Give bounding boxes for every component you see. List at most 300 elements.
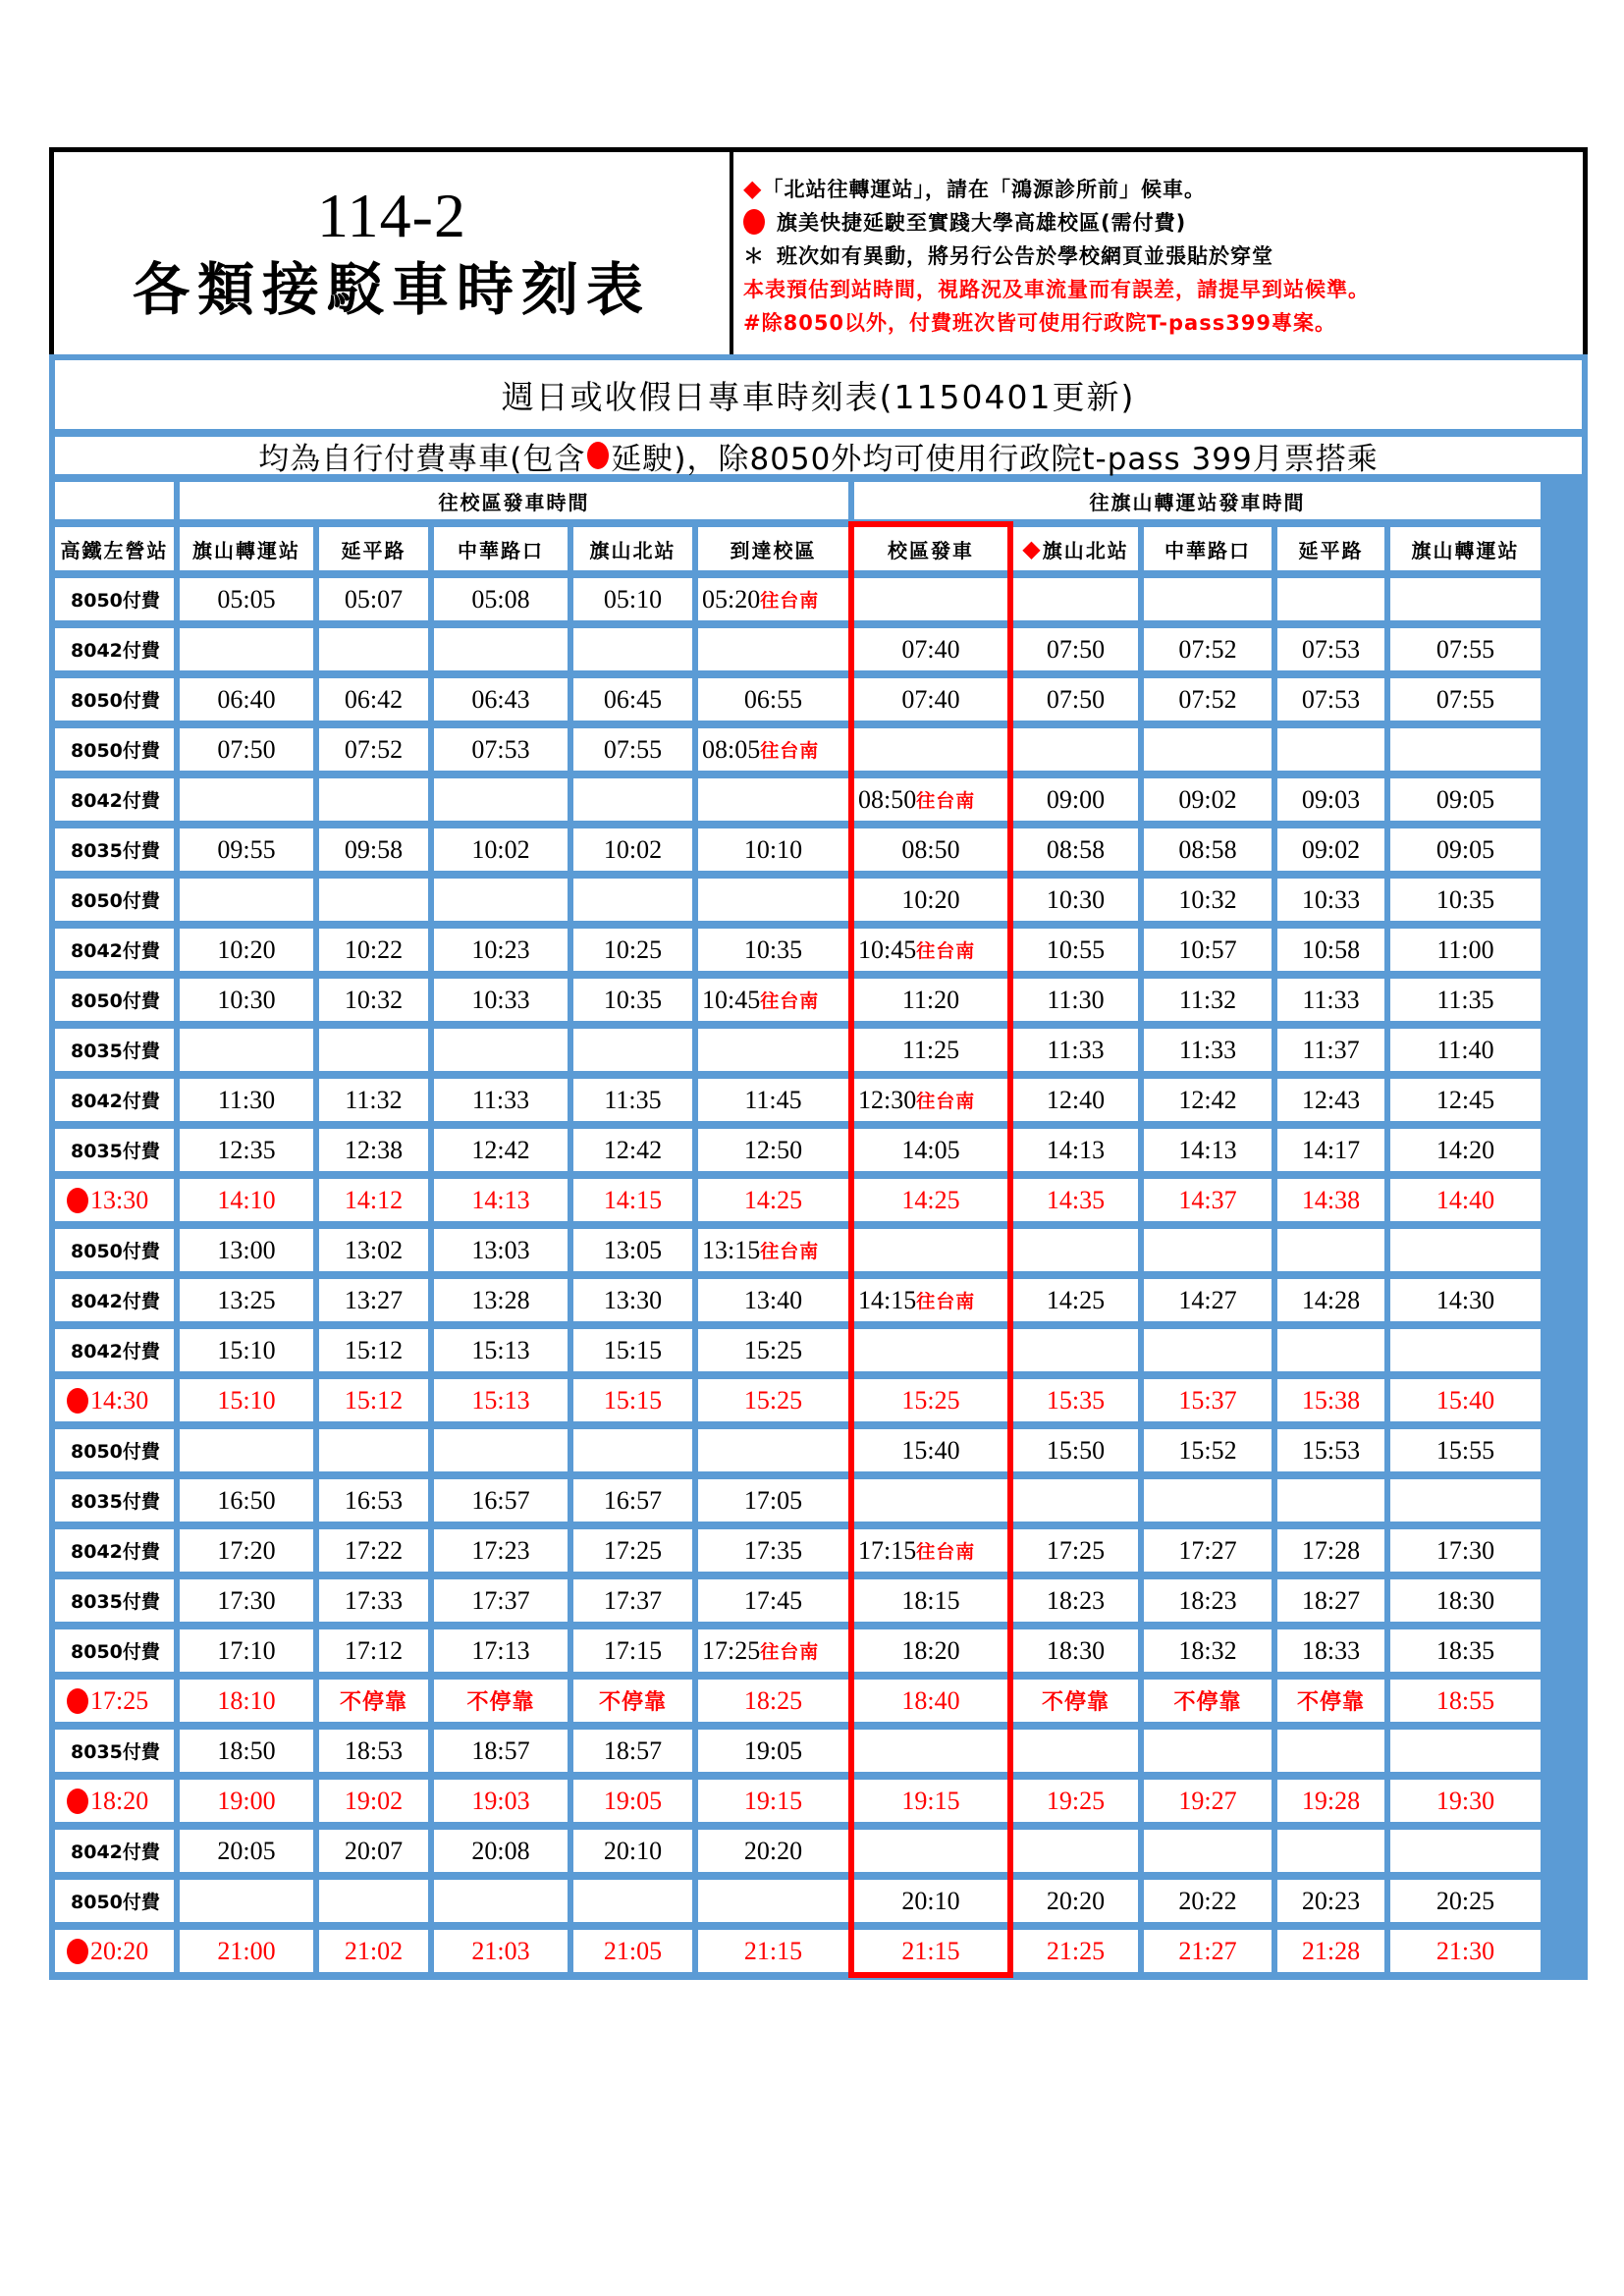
time-cell: 07:40 [854, 678, 1007, 721]
time-cell: 18:10 [180, 1680, 313, 1722]
time-cell: 05:20 往台南 [698, 578, 848, 620]
time-cell: 10:30 [1013, 879, 1138, 921]
route-label: 8035付費 [55, 1029, 174, 1071]
route-label: 8050付費 [55, 678, 174, 721]
time-cell: 21:05 [573, 1930, 692, 1972]
time-cell: 13:28 [434, 1279, 568, 1321]
route-label: 8050付費 [55, 879, 174, 921]
time-cell: 07:52 [319, 728, 428, 771]
time-cell [1277, 1680, 1384, 1722]
time-cell [573, 628, 692, 670]
time-cell: 17:35 [698, 1529, 848, 1572]
route-label: 8042付費 [55, 1079, 174, 1121]
time-cell [854, 1730, 1007, 1772]
route-label: 8050付費 [55, 1429, 174, 1471]
route-label: 14:30 [55, 1379, 174, 1421]
no-stop-tag: 不停靠 [466, 1690, 535, 1715]
time-cell: 18:35 [1390, 1629, 1541, 1672]
time-cell: 13:30 [573, 1279, 692, 1321]
time-cell [319, 879, 428, 921]
note-estimate: 本表預估到站時間，視路況及車流量而有誤差，請提早到站候準。 [743, 278, 1370, 301]
time-cell: 13:15 往台南 [698, 1229, 848, 1271]
time-cell: 06:45 [573, 678, 692, 721]
time-cell: 17:25 [573, 1529, 692, 1572]
time-cell [319, 1029, 428, 1071]
time-cell: 15:15 [573, 1329, 692, 1371]
time-cell: 09:00 [1013, 778, 1138, 821]
to-tainan-tag: 往台南 [760, 1641, 820, 1663]
time-cell: 18:23 [1144, 1579, 1272, 1622]
red-dot-icon [587, 442, 609, 469]
time-cell: 10:45 往台南 [854, 929, 1007, 971]
route-label: 8042付費 [55, 1329, 174, 1371]
time-cell: 14:20 [1390, 1129, 1541, 1171]
time-cell [573, 1880, 692, 1922]
time-cell: 17:05 [698, 1479, 848, 1522]
time-cell: 10:33 [1277, 879, 1384, 921]
time-cell: 08:50 [854, 828, 1007, 871]
route-label: 8042付費 [55, 628, 174, 670]
column-header: 中華路口 [1144, 527, 1272, 570]
time-cell: 17:22 [319, 1529, 428, 1572]
route-label: 8050付費 [55, 578, 174, 620]
red-dot-icon [67, 1789, 88, 1814]
time-cell: 18:27 [1277, 1579, 1384, 1622]
time-cell: 14:30 [1390, 1279, 1541, 1321]
time-cell [698, 628, 848, 670]
time-cell [319, 1880, 428, 1922]
time-cell: 15:12 [319, 1329, 428, 1371]
time-cell: 12:30 往台南 [854, 1079, 1007, 1121]
time-cell [1390, 1229, 1541, 1271]
note-north-station: ◆「北站往轉運站」，請在「鴻源診所前」候車。 [743, 175, 1206, 202]
time-cell: 11:33 [434, 1079, 568, 1121]
time-cell: 15:25 [854, 1379, 1007, 1421]
time-cell [573, 1429, 692, 1471]
time-cell [573, 778, 692, 821]
to-tainan-tag: 往台南 [760, 740, 820, 762]
route-label: 8050付費 [55, 1880, 174, 1922]
time-cell: 15:35 [1013, 1379, 1138, 1421]
route-label: 8042付費 [55, 1830, 174, 1872]
time-cell: 13:05 [573, 1229, 692, 1271]
timetable [49, 354, 1588, 1980]
time-cell: 14:13 [1144, 1129, 1272, 1171]
time-cell: 17:33 [319, 1579, 428, 1622]
time-cell: 13:03 [434, 1229, 568, 1271]
time-cell: 15:12 [319, 1379, 428, 1421]
time-cell [698, 778, 848, 821]
time-cell: 09:55 [180, 828, 313, 871]
time-cell [698, 1029, 848, 1071]
column-header: 旗山北站 [573, 527, 692, 570]
time-cell [1013, 1479, 1138, 1522]
time-cell: 20:20 [1013, 1880, 1138, 1922]
time-cell [1277, 1479, 1384, 1522]
time-cell [1277, 1329, 1384, 1371]
time-cell [180, 879, 313, 921]
time-cell: 21:00 [180, 1930, 313, 1972]
time-cell: 20:08 [434, 1830, 568, 1872]
time-cell: 21:27 [1144, 1930, 1272, 1972]
time-cell: 20:10 [573, 1830, 692, 1872]
time-cell: 21:25 [1013, 1930, 1138, 1972]
time-cell [434, 1680, 568, 1722]
time-cell: 13:02 [319, 1229, 428, 1271]
time-cell: 12:35 [180, 1129, 313, 1171]
time-cell: 20:07 [319, 1830, 428, 1872]
time-cell: 18:30 [1390, 1579, 1541, 1622]
time-cell [1277, 1830, 1384, 1872]
time-cell [1144, 1329, 1272, 1371]
time-cell [854, 1830, 1007, 1872]
time-cell: 15:50 [1013, 1429, 1138, 1471]
column-header: 中華路口 [434, 527, 568, 570]
time-cell: 18:40 [854, 1680, 1007, 1722]
time-cell: 17:12 [319, 1629, 428, 1672]
no-stop-tag: 不停靠 [1296, 1690, 1365, 1715]
time-cell: 13:27 [319, 1279, 428, 1321]
time-cell: 19:03 [434, 1780, 568, 1822]
time-cell: 17:45 [698, 1579, 848, 1622]
time-cell: 20:23 [1277, 1880, 1384, 1922]
time-cell [698, 1880, 848, 1922]
column-header: 校區發車 [854, 527, 1007, 570]
route-label: 8042付費 [55, 929, 174, 971]
time-cell: 15:13 [434, 1329, 568, 1371]
timetable-page [49, 147, 1588, 1980]
time-cell: 17:37 [434, 1579, 568, 1622]
time-cell [1277, 728, 1384, 771]
time-cell [573, 879, 692, 921]
no-stop-tag: 不停靠 [598, 1690, 667, 1715]
time-cell: 18:57 [434, 1730, 568, 1772]
time-cell: 11:35 [573, 1079, 692, 1121]
time-cell [573, 1029, 692, 1071]
time-cell: 14:38 [1277, 1179, 1384, 1221]
route-label: 8042付費 [55, 778, 174, 821]
time-cell: 19:15 [698, 1780, 848, 1822]
time-cell: 12:45 [1390, 1079, 1541, 1121]
time-cell: 17:25 往台南 [698, 1629, 848, 1672]
time-cell [1144, 1680, 1272, 1722]
time-cell: 09:58 [319, 828, 428, 871]
time-cell: 11:37 [1277, 1029, 1384, 1071]
time-cell: 19:02 [319, 1780, 428, 1822]
table-title: 週日或收假日專車時刻表(1150401更新) [55, 360, 1582, 429]
time-cell: 17:20 [180, 1529, 313, 1572]
to-tainan-tag: 往台南 [916, 1291, 976, 1312]
time-cell: 13:00 [180, 1229, 313, 1271]
time-cell: 07:55 [1390, 678, 1541, 721]
time-cell: 08:05 往台南 [698, 728, 848, 771]
time-cell: 17:37 [573, 1579, 692, 1622]
time-cell [698, 1429, 848, 1471]
time-cell: 12:38 [319, 1129, 428, 1171]
time-cell: 14:25 [1013, 1279, 1138, 1321]
time-cell [1390, 728, 1541, 771]
time-cell: 15:38 [1277, 1379, 1384, 1421]
column-header: 旗山轉運站 [1390, 527, 1541, 570]
time-cell: 12:42 [573, 1129, 692, 1171]
time-cell: 11:33 [1277, 979, 1384, 1021]
column-header: 到達校區 [698, 527, 848, 570]
time-cell: 09:05 [1390, 778, 1541, 821]
time-cell [180, 1880, 313, 1922]
time-cell: 05:05 [180, 578, 313, 620]
column-header: 延平路 [319, 527, 428, 570]
time-cell: 14:25 [854, 1179, 1007, 1221]
no-stop-tag: 不停靠 [1041, 1690, 1110, 1715]
time-cell: 10:30 [180, 979, 313, 1021]
time-cell: 07:53 [434, 728, 568, 771]
time-cell: 08:50 往台南 [854, 778, 1007, 821]
time-cell: 19:00 [180, 1780, 313, 1822]
schedule-grid [55, 482, 1582, 1972]
time-cell: 05:07 [319, 578, 428, 620]
to-tainan-tag: 往台南 [760, 1241, 820, 1262]
time-cell: 19:05 [698, 1730, 848, 1772]
time-cell [854, 728, 1007, 771]
time-cell: 10:35 [1390, 879, 1541, 921]
time-cell: 12:42 [1144, 1079, 1272, 1121]
to-tainan-tag: 往台南 [916, 1541, 976, 1563]
time-cell: 18:50 [180, 1730, 313, 1772]
time-cell: 06:42 [319, 678, 428, 721]
red-dot-icon [743, 209, 765, 235]
time-cell [1013, 1229, 1138, 1271]
time-cell: 17:10 [180, 1629, 313, 1672]
route-label: 8050付費 [55, 1229, 174, 1271]
route-label: 17:25 [55, 1680, 174, 1722]
to-tainan-tag: 往台南 [760, 990, 820, 1012]
to-tainan-tag: 往台南 [916, 790, 976, 812]
time-cell: 21:28 [1277, 1930, 1384, 1972]
time-cell: 16:53 [319, 1479, 428, 1522]
time-cell [1013, 1830, 1138, 1872]
time-cell: 10:25 [573, 929, 692, 971]
time-cell: 19:28 [1277, 1780, 1384, 1822]
column-header: 旗山轉運站 [180, 527, 313, 570]
section-header-to-qishan: 往旗山轉運站發車時間 [854, 482, 1541, 519]
time-cell [1277, 1229, 1384, 1271]
note-schedule-change: ＊ 班次如有異動，將另行公告於學校網頁並張貼於穿堂 [743, 244, 1273, 268]
time-cell: 17:15 往台南 [854, 1529, 1007, 1572]
time-cell [854, 1329, 1007, 1371]
time-cell: 08:58 [1013, 828, 1138, 871]
time-cell: 18:32 [1144, 1629, 1272, 1672]
route-label: 8035付費 [55, 1129, 174, 1171]
route-label: 8035付費 [55, 1479, 174, 1522]
time-cell [1390, 1730, 1541, 1772]
time-cell: 18:55 [1390, 1680, 1541, 1722]
time-cell: 07:53 [1277, 628, 1384, 670]
time-cell [854, 1479, 1007, 1522]
time-cell: 10:02 [573, 828, 692, 871]
section-header-blank [55, 482, 174, 519]
time-cell: 17:30 [180, 1579, 313, 1622]
route-label: 8042付費 [55, 1279, 174, 1321]
time-cell: 19:25 [1013, 1780, 1138, 1822]
route-label: 8050付費 [55, 728, 174, 771]
time-cell: 14:40 [1390, 1179, 1541, 1221]
time-cell [1144, 1229, 1272, 1271]
time-cell: 07:55 [573, 728, 692, 771]
time-cell [434, 879, 568, 921]
time-cell [180, 1029, 313, 1071]
time-cell: 14:37 [1144, 1179, 1272, 1221]
time-cell: 14:17 [1277, 1129, 1384, 1171]
semester-code: 114-2 [317, 180, 466, 250]
time-cell [1390, 1830, 1541, 1872]
time-cell: 11:30 [1013, 979, 1138, 1021]
time-cell: 17:23 [434, 1529, 568, 1572]
time-cell: 19:15 [854, 1780, 1007, 1822]
time-cell: 17:30 [1390, 1529, 1541, 1572]
time-cell: 11:00 [1390, 929, 1541, 971]
time-cell [1144, 1830, 1272, 1872]
time-cell: 07:40 [854, 628, 1007, 670]
time-cell: 14:28 [1277, 1279, 1384, 1321]
time-cell: 18:57 [573, 1730, 692, 1772]
time-cell: 21:15 [854, 1930, 1007, 1972]
time-cell: 14:13 [1013, 1129, 1138, 1171]
time-cell: 08:58 [1144, 828, 1272, 871]
time-cell: 12:40 [1013, 1079, 1138, 1121]
time-cell: 07:50 [180, 728, 313, 771]
time-cell: 11:45 [698, 1079, 848, 1121]
to-tainan-tag: 往台南 [916, 940, 976, 962]
header-title-box [54, 152, 733, 354]
to-tainan-tag: 往台南 [916, 1091, 976, 1112]
time-cell: 10:23 [434, 929, 568, 971]
time-cell: 10:58 [1277, 929, 1384, 971]
column-header: 高鐵左營站 [55, 527, 174, 570]
to-tainan-tag: 往台南 [760, 590, 820, 612]
time-cell [434, 1029, 568, 1071]
time-cell: 14:13 [434, 1179, 568, 1221]
time-cell: 10:32 [1144, 879, 1272, 921]
red-diamond-icon: ◆ [1022, 535, 1043, 562]
time-cell: 15:55 [1390, 1429, 1541, 1471]
red-dot-icon [67, 1388, 88, 1414]
time-cell [180, 778, 313, 821]
time-cell: 06:55 [698, 678, 848, 721]
time-cell: 11:35 [1390, 979, 1541, 1021]
table-subtitle: 均為自行付費專車(包含 延駛)，除8050外均可使用行政院t-pass 399月票搭乘 [55, 437, 1582, 474]
time-cell: 15:13 [434, 1379, 568, 1421]
time-cell: 15:40 [854, 1429, 1007, 1471]
time-cell: 17:27 [1144, 1529, 1272, 1572]
route-label: 8035付費 [55, 1579, 174, 1622]
time-cell [1390, 1329, 1541, 1371]
red-dot-icon [67, 1188, 88, 1213]
time-cell [1390, 578, 1541, 620]
time-cell: 17:25 [1013, 1529, 1138, 1572]
red-dot-icon [67, 1939, 88, 1964]
time-cell: 10:02 [434, 828, 568, 871]
time-cell: 15:15 [573, 1379, 692, 1421]
route-label: 8042付費 [55, 1529, 174, 1572]
time-cell [319, 778, 428, 821]
route-label: 13:30 [55, 1179, 174, 1221]
asterisk-icon: ＊ [743, 244, 765, 268]
time-cell: 18:15 [854, 1579, 1007, 1622]
time-cell: 11:20 [854, 979, 1007, 1021]
time-cell: 12:42 [434, 1129, 568, 1171]
time-cell: 11:25 [854, 1029, 1007, 1071]
time-cell: 10:45 往台南 [698, 979, 848, 1021]
time-cell [1013, 1329, 1138, 1371]
time-cell [1013, 1680, 1138, 1722]
time-cell [1144, 1730, 1272, 1772]
time-cell: 17:28 [1277, 1529, 1384, 1572]
time-cell: 10:20 [180, 929, 313, 971]
note-extension: 旗美快捷延駛至實踐大學高雄校區(需付費) [743, 206, 1583, 240]
time-cell: 07:52 [1144, 678, 1272, 721]
time-cell [319, 1680, 428, 1722]
time-cell: 17:13 [434, 1629, 568, 1672]
route-label: 8050付費 [55, 1629, 174, 1672]
time-cell [854, 1229, 1007, 1271]
time-cell: 10:22 [319, 929, 428, 971]
time-cell [698, 879, 848, 921]
time-cell: 18:30 [1013, 1629, 1138, 1672]
time-cell: 20:25 [1390, 1880, 1541, 1922]
time-cell: 14:35 [1013, 1179, 1138, 1221]
time-cell: 09:05 [1390, 828, 1541, 871]
time-cell: 15:25 [698, 1329, 848, 1371]
route-label: 18:20 [55, 1780, 174, 1822]
time-cell: 18:23 [1013, 1579, 1138, 1622]
route-label: 20:20 [55, 1930, 174, 1972]
page-title: 各類接駁車時刻表 [132, 255, 651, 323]
note-tpass: #除8050以外，付費班次皆可使用行政院T-pass399專案。 [743, 311, 1337, 335]
time-cell: 10:10 [698, 828, 848, 871]
time-cell: 14:12 [319, 1179, 428, 1221]
time-cell: 12:43 [1277, 1079, 1384, 1121]
time-cell [319, 1429, 428, 1471]
time-cell: 07:53 [1277, 678, 1384, 721]
time-cell: 21:30 [1390, 1930, 1541, 1972]
time-cell: 15:25 [698, 1379, 848, 1421]
red-diamond-icon: ◆ [743, 175, 763, 202]
time-cell: 14:10 [180, 1179, 313, 1221]
time-cell [319, 628, 428, 670]
time-cell [1013, 728, 1138, 771]
time-cell: 10:32 [319, 979, 428, 1021]
route-label: 8035付費 [55, 1730, 174, 1772]
time-cell: 07:52 [1144, 628, 1272, 670]
time-cell [1144, 728, 1272, 771]
time-cell: 15:53 [1277, 1429, 1384, 1471]
notes-box [733, 152, 1583, 354]
time-cell: 19:05 [573, 1780, 692, 1822]
time-cell: 20:05 [180, 1830, 313, 1872]
section-header-to-campus: 往校區發車時間 [180, 482, 848, 519]
time-cell: 13:40 [698, 1279, 848, 1321]
time-cell: 09:03 [1277, 778, 1384, 821]
time-cell [434, 628, 568, 670]
no-stop-tag: 不停靠 [339, 1690, 407, 1715]
time-cell: 15:52 [1144, 1429, 1272, 1471]
time-cell: 10:35 [573, 979, 692, 1021]
time-cell: 15:37 [1144, 1379, 1272, 1421]
time-cell: 20:22 [1144, 1880, 1272, 1922]
time-cell: 15:10 [180, 1329, 313, 1371]
time-cell [1277, 1730, 1384, 1772]
time-cell [1013, 1730, 1138, 1772]
